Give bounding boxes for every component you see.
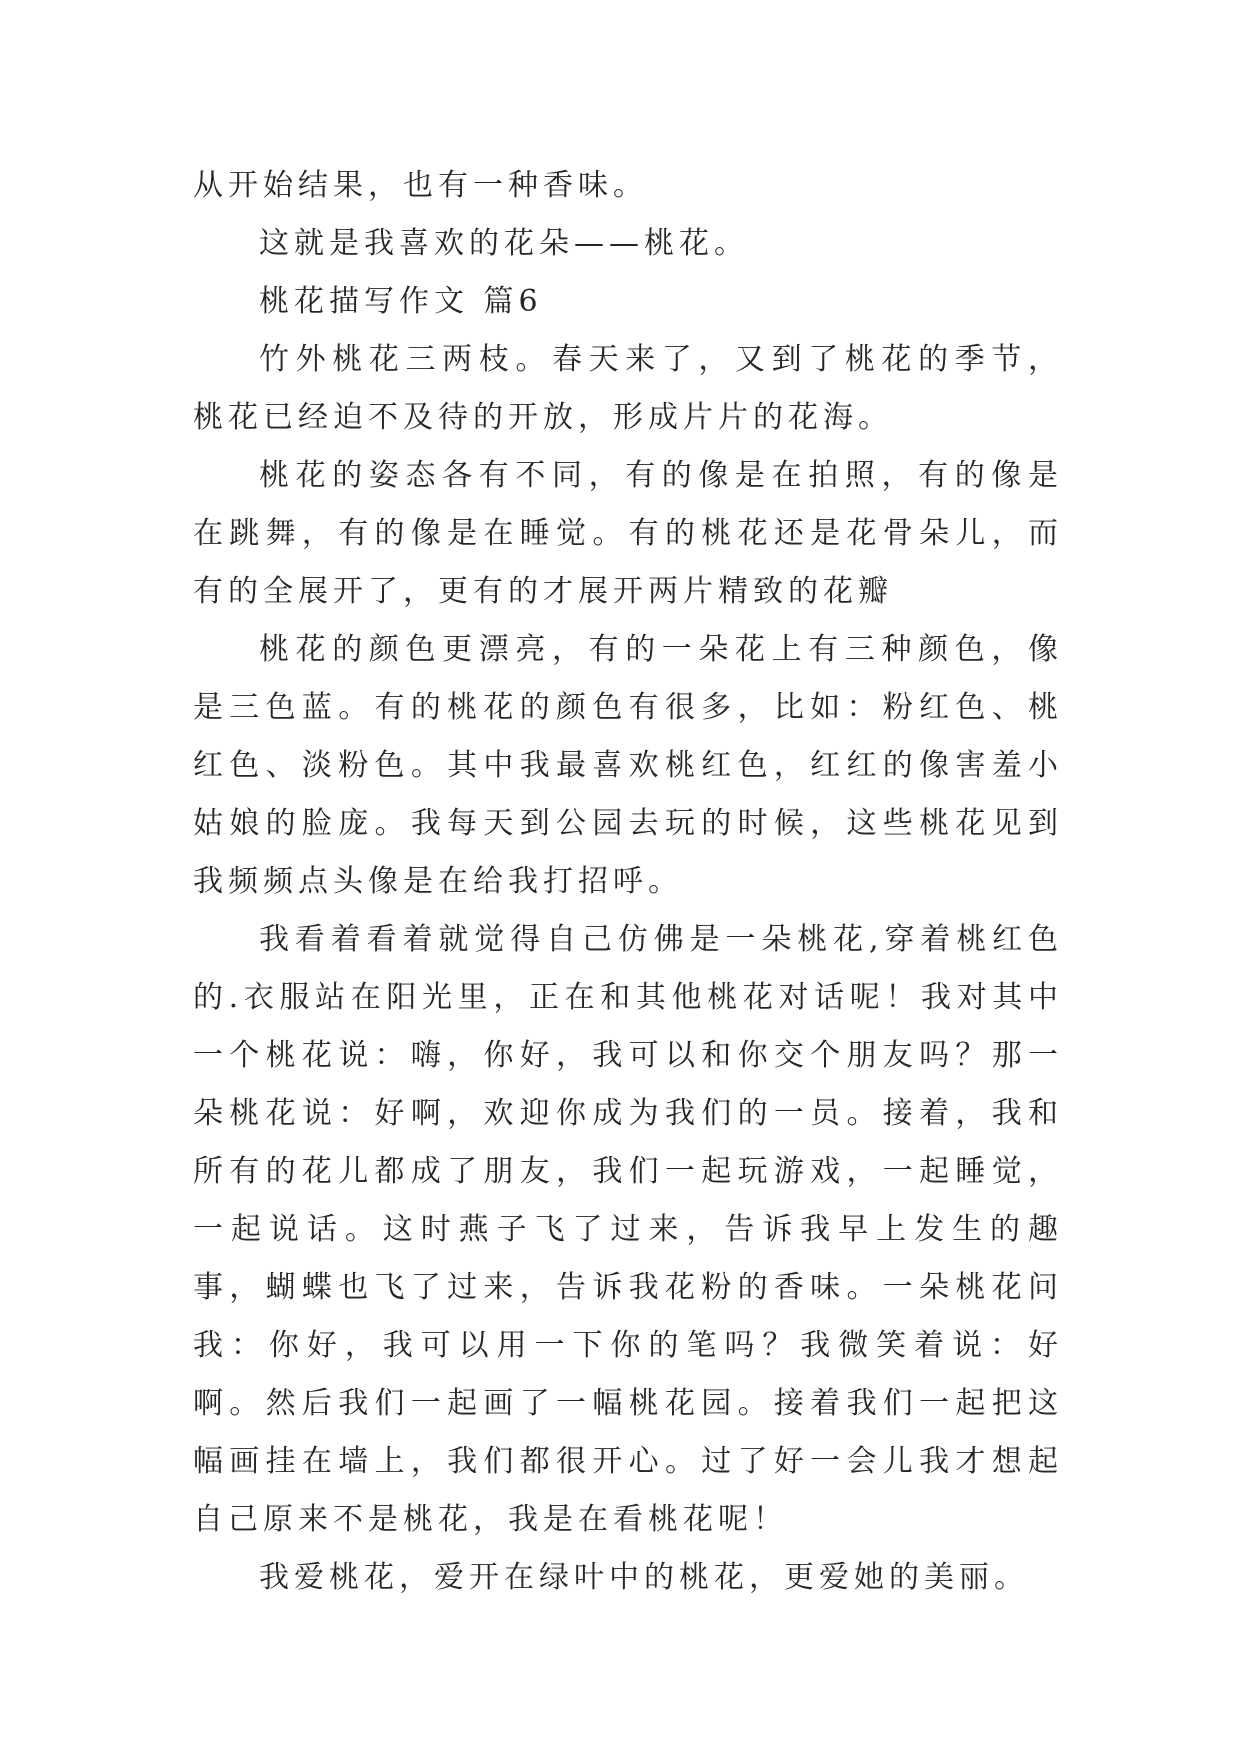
- paragraph-intro: 竹外桃花三两枝。春天来了，又到了桃花的季节，桃花已经迫不及待的开放，形成片片的花海。: [193, 342, 1063, 435]
- essay-heading: 桃花描写作文 篇6: [259, 284, 543, 319]
- paragraph-closing-line: 这就是我喜欢的花朵——桃花。: [259, 226, 749, 261]
- paragraph-continuation: 从开始结果，也有一种香味。: [193, 168, 648, 203]
- paragraph-posture: 桃花的姿态各有不同，有的像是在拍照，有的像是在跳舞，有的像是在睡觉。有的桃花还是花骨朵儿，而有的全展开了，更有的才展开两片精致的花瓣: [193, 458, 1063, 609]
- paragraph-imagination: 我看着看着就觉得自己仿佛是一朵桃花,穿着桃红色的.衣服站在阳光里，正在和其他桃花对话呢！我对其中一个桃花说：嗨，你好，我可以和你交个朋友吗？那一朵桃花说：好啊，欢迎你成为我们的一员。接着，我和所有的花儿都成了朋友，我们一起玩游戏，一起睡觉，一起说话。这时燕子飞了过来，告诉我早上发生的趣事，蝴蝶也飞了过来，告诉我花粉的香味。一朵桃花问我：你好，我可以用一下你的笔吗？我微笑着说：好啊。然后我们一起画了一幅桃花园。接着我们一起把这幅画挂在墙上，我们都很开心。过了好一会儿我才想起自己原来不是桃花，我是在看桃花呢！: [193, 922, 1063, 1537]
- paragraph-conclusion: 我爱桃花，爱开在绿叶中的桃花，更爱她的美丽。: [259, 1560, 1029, 1595]
- paragraph-colors: 桃花的颜色更漂亮，有的一朵花上有三种颜色，像是三色蓝。有的桃花的颜色有很多，比如：粉红色、桃红色、淡粉色。其中我最喜欢桃红色，红红的像害羞小姑娘的脸庞。我每天到公园去玩的时候，这些桃花见到我频频点头像是在给我打招呼。: [193, 632, 1063, 899]
- document-body: [193, 157, 1063, 1607]
